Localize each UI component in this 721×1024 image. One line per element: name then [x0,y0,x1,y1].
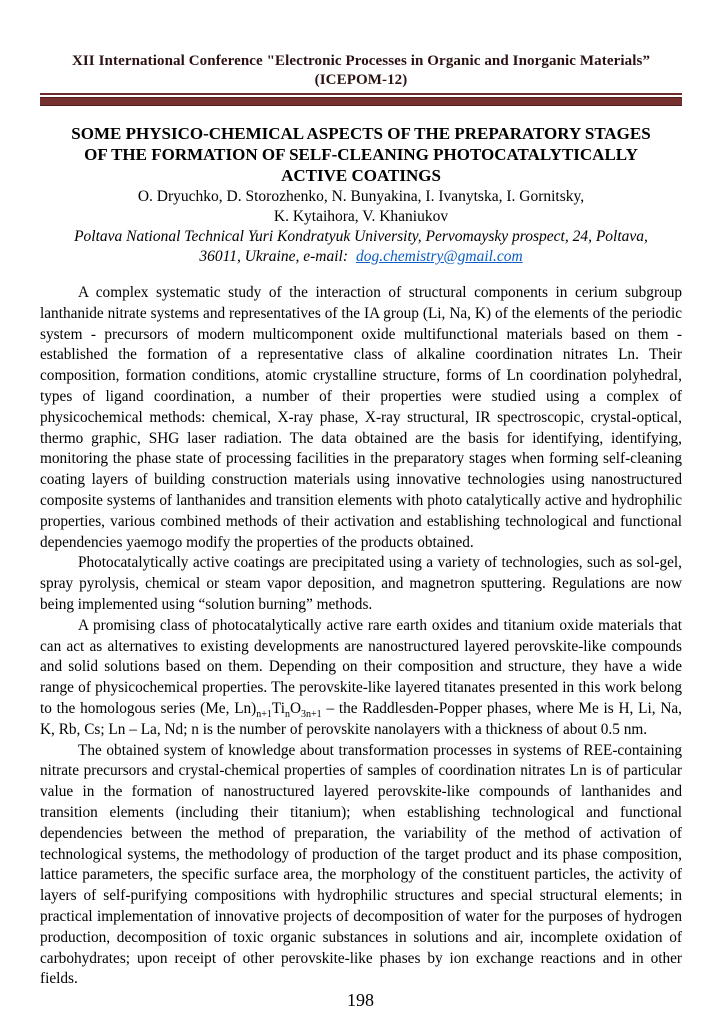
paper-title [40,123,682,186]
affiliation-line-2 [40,247,682,267]
affiliation [40,227,682,267]
header-rule-thick [40,97,682,106]
author-list-line-2: K. Kytaihora, V. Khaniukov [273,208,449,225]
page-number: 198 [347,990,374,1010]
paragraph-2: Photocatalytically active coatings are precipitated using a variety of technologies, such as sol-gel, spray pyrolysis, chemical or steam vapor deposition, and magnetron sputtering. Regulations are now being implemented using “solution burning” methods. [40,554,682,613]
paragraph-4: The obtained system of knowledge about transformation processes in systems of REE-containing nitrate precursors and crystal-chemical properties of samples of coordination nitrates Ln is of particular value in the formation of nanostructured layered perovskite-like compounds of lanthanides and transition elements (including their titanium); when establishing technological and functional dependencies between the method of preparation, the variability of the method of activation of technological systems, the methodology of production of the target product and its phase composition, lattice parameters, the specific surface area, the morphology of the constituent particles, the activity of layers of self-purifying compositions with hydrophilic structures and special structural elements; in practical implementation of innovative projects of decomposition of water for the purposes of hydrogen production, decomposition of toxic organic substances in solutions and air, incomplete oxidation of carbohydrates; upon receipt of other perovskite-like phases by ion exchange reactions and in other fields. [40,741,682,988]
author-list [40,187,682,227]
affiliation-line-1: Poltava National Technical Yuri Kondratyuk University, Pervomaysky prospect, 24, Poltava, [74,228,648,245]
conference-header: XII International Conference "Electronic Processes in Organic and Inorganic Materials” (ICEPOM-12) [71,53,651,88]
abstract-body [40,283,682,990]
header-rule-thin [40,93,682,95]
email-link[interactable]: dog.chemistry@gmail.com [356,248,523,265]
paper-title-line-2: OF THE FORMATION OF SELF-CLEANING PHOTOCATALYTICALLY [84,145,638,164]
paper-title-line-3: ACTIVE COATINGS [281,166,441,185]
paper-title-line-1: SOME PHYSICO-CHEMICAL ASPECTS OF THE PREPARATORY STAGES [71,124,651,143]
paragraph-3: A promising class of photocatalytically active rare earth oxides and titanium oxide materials that can act as alternatives to existing developments are nanostructured layered perovskite-like compounds and solid solutions based on them. Depending on their composition and structure, they have a wide range of physicochemical properties. The perovskite-like layered titanates presented in this work belong to the homologous series (Me, $Ln)_{n+1}Ti_nO_{3n+1}$ – the Raddlesden-Popper phases, where Me is H, Li, Na, K, Rb, Cs; Ln – La, Nd; n is the number of perovskite nanolayers with a thickness of about 0.5 nm. [40,616,682,738]
affiliation-email-label: 36011, Ukraine, e-mail: [199,248,348,265]
paragraph-1: A complex systematic study of the interaction of structural components in cerium subgroup lanthanide nitrate systems and representatives of the IA group (Li, Na, K) of the elements of the periodic system - precursors of modern multicomponent oxide multifunctional materials based on them - established the formation of a representative class of alkaline coordination nitrates Ln. Their composition, formation conditions, atomic crystalline structure, forms of Ln coordination polyhedral, types of ligand coordination, a number of their properties were studied using a complex of physicochemical methods: chemical, X-ray phase, X-ray structural, IR spectroscopic, crystal-optical, thermo graphic, SHG laser radiation. The data obtained are the basis for identifying, identifying, monitoring the phase state of processing facilities in the preparatory stages when forming self-cleaning coating layers of building construction materials using innovative technologies using nanostructured composite systems of lanthanides and transition elements with photo catalytically active and hydrophilic properties, various combined methods of their activation and establishing technological and functional dependencies yaemogo modify the properties of the products obtained. [40,284,682,551]
author-list-line-1: O. Dryuchko, D. Storozhenko, N. Bunyakina, I. Ivanytska, I. Gornitsky, [137,188,585,205]
